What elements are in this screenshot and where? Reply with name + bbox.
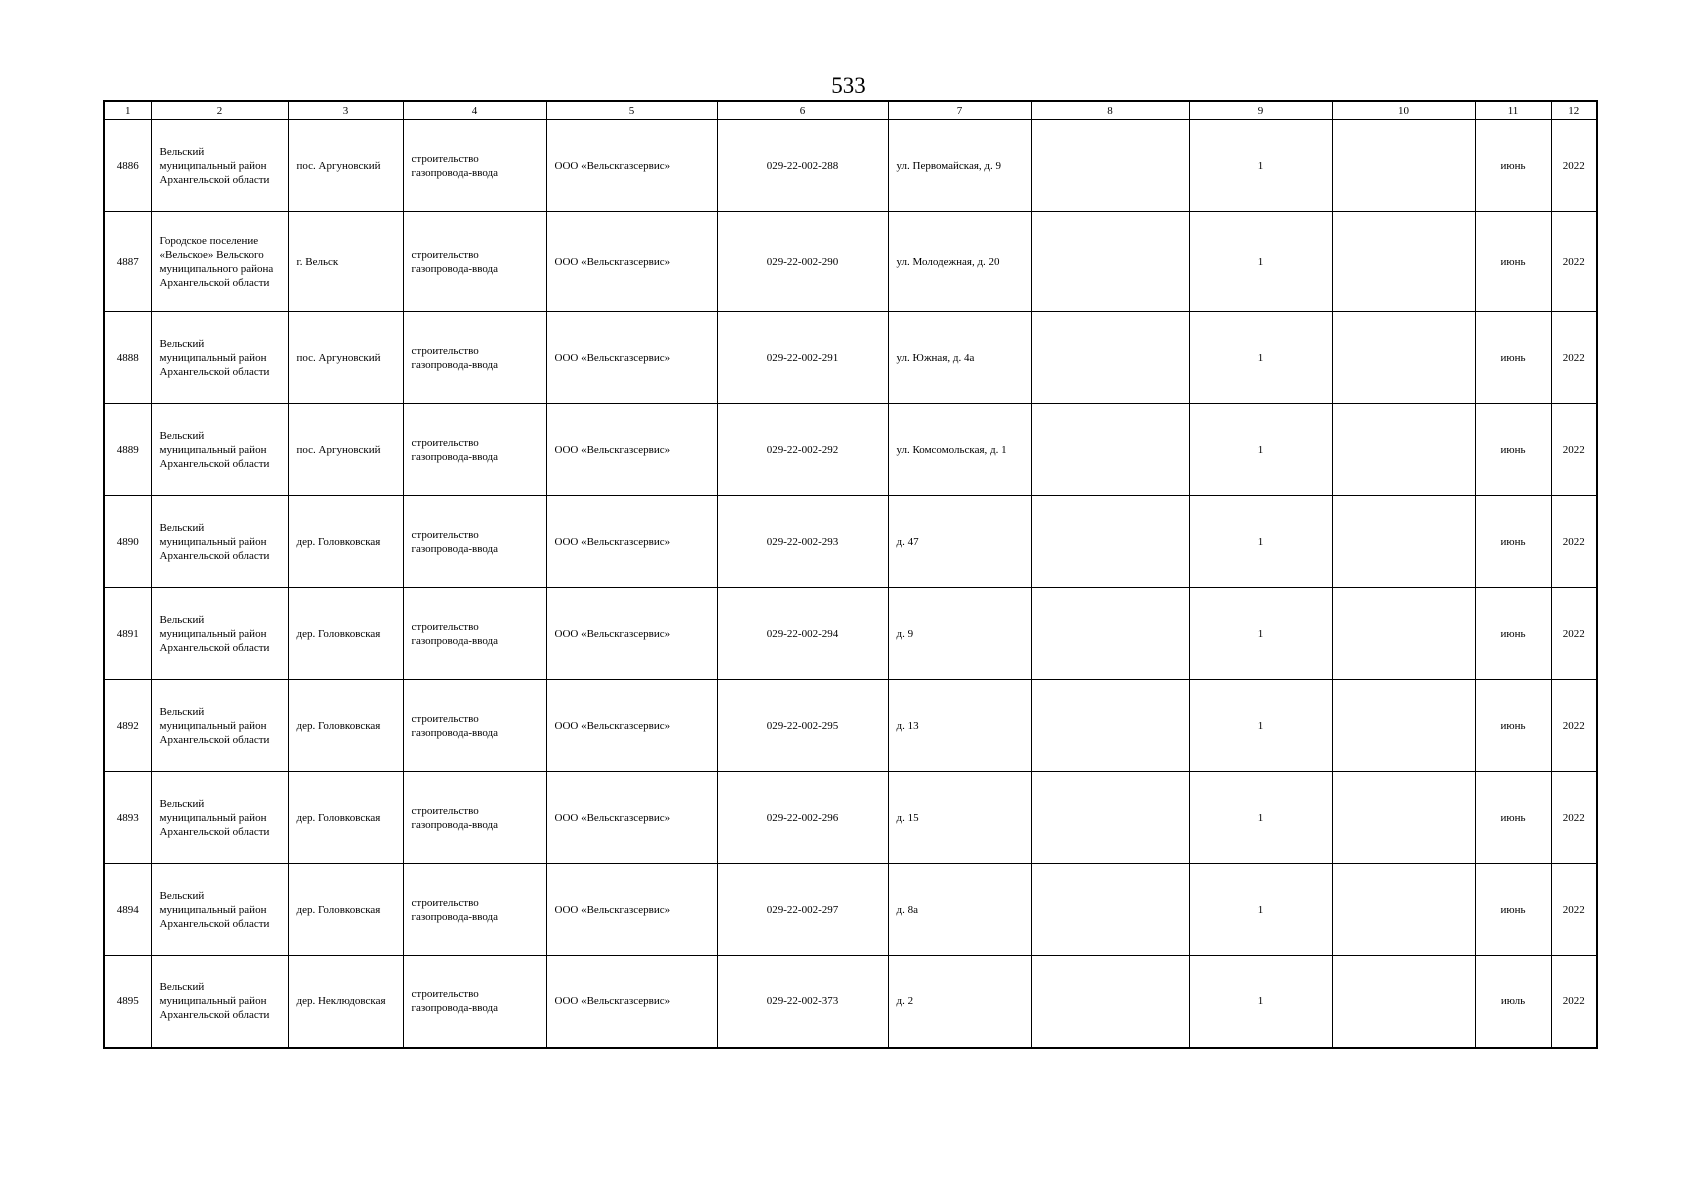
locality-cell: пос. Аргуновский bbox=[288, 404, 403, 496]
row-number: 4892 bbox=[104, 680, 151, 772]
column-8-cell bbox=[1031, 496, 1189, 588]
object-code-cell: 029-22-002-293 bbox=[717, 496, 888, 588]
organization-cell: ООО «Вельскгазсервис» bbox=[546, 772, 717, 864]
organization-cell: ООО «Вельскгазсервис» bbox=[546, 212, 717, 312]
work-type-cell: строительство газопровода-ввода bbox=[403, 956, 546, 1048]
column-header: 3 bbox=[288, 101, 403, 120]
column-header: 11 bbox=[1475, 101, 1551, 120]
quantity-cell: 1 bbox=[1189, 588, 1332, 680]
object-code-cell: 029-22-002-296 bbox=[717, 772, 888, 864]
organization-cell: ООО «Вельскгазсервис» bbox=[546, 864, 717, 956]
organization-cell: ООО «Вельскгазсервис» bbox=[546, 120, 717, 212]
locality-cell: дер. Головковская bbox=[288, 772, 403, 864]
quantity-cell: 1 bbox=[1189, 496, 1332, 588]
row-number: 4890 bbox=[104, 496, 151, 588]
quantity-cell: 1 bbox=[1189, 680, 1332, 772]
row-number: 4889 bbox=[104, 404, 151, 496]
table-row bbox=[104, 588, 1597, 680]
quantity-cell: 1 bbox=[1189, 864, 1332, 956]
organization-cell: ООО «Вельскгазсервис» bbox=[546, 404, 717, 496]
locality-cell: дер. Неклюдовская bbox=[288, 956, 403, 1048]
year-cell: 2022 bbox=[1551, 312, 1597, 404]
work-type-cell: строительство газопровода-ввода bbox=[403, 588, 546, 680]
address-cell: ул. Южная, д. 4а bbox=[888, 312, 1031, 404]
table-row bbox=[104, 212, 1597, 312]
column-10-cell bbox=[1332, 680, 1475, 772]
locality-cell: пос. Аргуновский bbox=[288, 120, 403, 212]
year-cell: 2022 bbox=[1551, 864, 1597, 956]
work-type-cell: строительство газопровода-ввода bbox=[403, 864, 546, 956]
column-header: 6 bbox=[717, 101, 888, 120]
address-cell: д. 15 bbox=[888, 772, 1031, 864]
column-8-cell bbox=[1031, 588, 1189, 680]
work-type-cell: строительство газопровода-ввода bbox=[403, 772, 546, 864]
work-type-cell: строительство газопровода-ввода bbox=[403, 212, 546, 312]
page-number: 533 bbox=[831, 73, 866, 98]
column-header: 7 bbox=[888, 101, 1031, 120]
locality-cell: дер. Головковская bbox=[288, 496, 403, 588]
year-cell: 2022 bbox=[1551, 588, 1597, 680]
organization-cell: ООО «Вельскгазсервис» bbox=[546, 588, 717, 680]
quantity-cell: 1 bbox=[1189, 312, 1332, 404]
month-cell: июнь bbox=[1475, 680, 1551, 772]
municipality-cell: Вельский муниципальный район Архангельской области bbox=[151, 496, 288, 588]
table-row bbox=[104, 312, 1597, 404]
quantity-cell: 1 bbox=[1189, 772, 1332, 864]
row-number: 4895 bbox=[104, 956, 151, 1048]
table-row bbox=[104, 680, 1597, 772]
row-number: 4887 bbox=[104, 212, 151, 312]
municipality-cell: Вельский муниципальный район Архангельской области bbox=[151, 404, 288, 496]
year-cell: 2022 bbox=[1551, 772, 1597, 864]
municipality-cell: Вельский муниципальный район Архангельской области bbox=[151, 680, 288, 772]
month-cell: июнь bbox=[1475, 404, 1551, 496]
column-header: 4 bbox=[403, 101, 546, 120]
table-row bbox=[104, 772, 1597, 864]
object-code-cell: 029-22-002-291 bbox=[717, 312, 888, 404]
column-8-cell bbox=[1031, 680, 1189, 772]
municipality-cell: Городское поселение «Вельское» Вельского муниципального района Архангельской области bbox=[151, 212, 288, 312]
organization-cell: ООО «Вельскгазсервис» bbox=[546, 496, 717, 588]
address-cell: д. 47 bbox=[888, 496, 1031, 588]
month-cell: июнь bbox=[1475, 496, 1551, 588]
year-cell: 2022 bbox=[1551, 680, 1597, 772]
registry-table bbox=[103, 100, 1598, 1049]
month-cell: июнь bbox=[1475, 312, 1551, 404]
year-cell: 2022 bbox=[1551, 404, 1597, 496]
month-cell: июнь bbox=[1475, 864, 1551, 956]
table-row bbox=[104, 864, 1597, 956]
municipality-cell: Вельский муниципальный район Архангельской области bbox=[151, 120, 288, 212]
address-cell: д. 2 bbox=[888, 956, 1031, 1048]
month-cell: июнь bbox=[1475, 772, 1551, 864]
municipality-cell: Вельский муниципальный район Архангельской области bbox=[151, 588, 288, 680]
column-8-cell bbox=[1031, 772, 1189, 864]
organization-cell: ООО «Вельскгазсервис» bbox=[546, 680, 717, 772]
municipality-cell: Вельский муниципальный район Архангельской области bbox=[151, 772, 288, 864]
work-type-cell: строительство газопровода-ввода bbox=[403, 120, 546, 212]
address-cell: д. 13 bbox=[888, 680, 1031, 772]
year-cell: 2022 bbox=[1551, 212, 1597, 312]
address-cell: д. 8а bbox=[888, 864, 1031, 956]
work-type-cell: строительство газопровода-ввода bbox=[403, 680, 546, 772]
column-header: 5 bbox=[546, 101, 717, 120]
work-type-cell: строительство газопровода-ввода bbox=[403, 312, 546, 404]
column-10-cell bbox=[1332, 956, 1475, 1048]
address-cell: ул. Молодежная, д. 20 bbox=[888, 212, 1031, 312]
column-8-cell bbox=[1031, 212, 1189, 312]
row-number: 4894 bbox=[104, 864, 151, 956]
locality-cell: дер. Головковская bbox=[288, 680, 403, 772]
column-header: 2 bbox=[151, 101, 288, 120]
address-cell: ул. Комсомольская, д. 1 bbox=[888, 404, 1031, 496]
year-cell: 2022 bbox=[1551, 120, 1597, 212]
column-header: 9 bbox=[1189, 101, 1332, 120]
organization-cell: ООО «Вельскгазсервис» bbox=[546, 956, 717, 1048]
work-type-cell: строительство газопровода-ввода bbox=[403, 496, 546, 588]
table-row bbox=[104, 956, 1597, 1048]
month-cell: июнь bbox=[1475, 212, 1551, 312]
quantity-cell: 1 bbox=[1189, 212, 1332, 312]
month-cell: июнь bbox=[1475, 588, 1551, 680]
column-header: 10 bbox=[1332, 101, 1475, 120]
column-10-cell bbox=[1332, 120, 1475, 212]
row-number: 4888 bbox=[104, 312, 151, 404]
locality-cell: пос. Аргуновский bbox=[288, 312, 403, 404]
work-type-cell: строительство газопровода-ввода bbox=[403, 404, 546, 496]
year-cell: 2022 bbox=[1551, 956, 1597, 1048]
table-body bbox=[104, 120, 1597, 1048]
row-number: 4886 bbox=[104, 120, 151, 212]
address-cell: ул. Первомайская, д. 9 bbox=[888, 120, 1031, 212]
column-10-cell bbox=[1332, 772, 1475, 864]
month-cell: июль bbox=[1475, 956, 1551, 1048]
column-10-cell bbox=[1332, 496, 1475, 588]
locality-cell: г. Вельск bbox=[288, 212, 403, 312]
column-8-cell bbox=[1031, 864, 1189, 956]
column-10-cell bbox=[1332, 588, 1475, 680]
year-cell: 2022 bbox=[1551, 496, 1597, 588]
column-8-cell bbox=[1031, 404, 1189, 496]
row-number: 4893 bbox=[104, 772, 151, 864]
quantity-cell: 1 bbox=[1189, 404, 1332, 496]
object-code-cell: 029-22-002-297 bbox=[717, 864, 888, 956]
object-code-cell: 029-22-002-292 bbox=[717, 404, 888, 496]
municipality-cell: Вельский муниципальный район Архангельской области bbox=[151, 312, 288, 404]
column-header: 12 bbox=[1551, 101, 1597, 120]
locality-cell: дер. Головковская bbox=[288, 864, 403, 956]
object-code-cell: 029-22-002-294 bbox=[717, 588, 888, 680]
header-row bbox=[104, 101, 1597, 120]
quantity-cell: 1 bbox=[1189, 956, 1332, 1048]
column-8-cell bbox=[1031, 120, 1189, 212]
column-header: 1 bbox=[104, 101, 151, 120]
locality-cell: дер. Головковская bbox=[288, 588, 403, 680]
object-code-cell: 029-22-002-295 bbox=[717, 680, 888, 772]
address-cell: д. 9 bbox=[888, 588, 1031, 680]
column-10-cell bbox=[1332, 212, 1475, 312]
column-10-cell bbox=[1332, 864, 1475, 956]
object-code-cell: 029-22-002-290 bbox=[717, 212, 888, 312]
municipality-cell: Вельский муниципальный район Архангельской области bbox=[151, 864, 288, 956]
column-8-cell bbox=[1031, 956, 1189, 1048]
object-code-cell: 029-22-002-288 bbox=[717, 120, 888, 212]
object-code-cell: 029-22-002-373 bbox=[717, 956, 888, 1048]
table-row bbox=[104, 120, 1597, 212]
table-row bbox=[104, 496, 1597, 588]
municipality-cell: Вельский муниципальный район Архангельской области bbox=[151, 956, 288, 1048]
row-number: 4891 bbox=[104, 588, 151, 680]
month-cell: июнь bbox=[1475, 120, 1551, 212]
column-8-cell bbox=[1031, 312, 1189, 404]
column-header: 8 bbox=[1031, 101, 1189, 120]
table-header bbox=[104, 101, 1597, 120]
quantity-cell: 1 bbox=[1189, 120, 1332, 212]
table-row bbox=[104, 404, 1597, 496]
column-10-cell bbox=[1332, 404, 1475, 496]
column-10-cell bbox=[1332, 312, 1475, 404]
organization-cell: ООО «Вельскгазсервис» bbox=[546, 312, 717, 404]
